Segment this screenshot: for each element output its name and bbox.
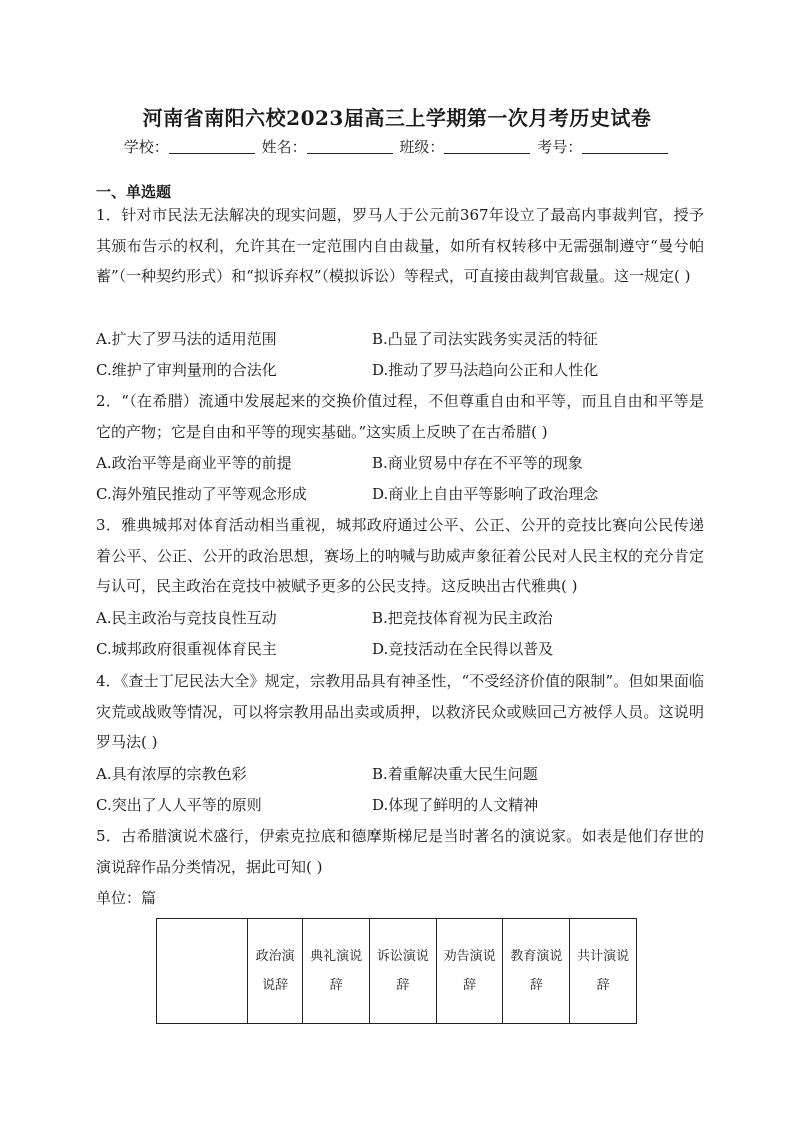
q2-option-a: A.政治平等是商业平等的前提 <box>96 454 292 472</box>
q1-option-a: A.扩大了罗马法的适用范围 <box>96 330 277 348</box>
student-info-line <box>0 136 794 157</box>
section-title: 一、单选题 <box>96 183 172 201</box>
question-2-stem: 2．“（在希腊）流通中发展起来的交换价值过程，不但尊重自由和平等，而且自由和平等是它的产物；它是自由和平等的现实基础。”这实质上反映了在古希腊( ) <box>96 392 704 441</box>
table-unit-label: 单位：篇 <box>96 889 157 907</box>
table-header-ceremonial: 典礼演说辞 <box>303 919 370 1024</box>
question-1-stem: 1．针对市民法无法解决的现实问题，罗马人于公元前367年设立了最高内事裁判官，授予其颁布告示的权利，允许其在一定范围内自由裁量，如所有权转移中无需强制遵守“曼兮帕蓄”（一种契约形式）和“拟诉弃权”（模拟诉讼）等程式，可直接由裁判官裁量。这一规定( ) <box>96 206 704 285</box>
q4-option-b: B.着重解决重大民生问题 <box>372 765 538 783</box>
q2-option-c: C.海外殖民推动了平等观念形成 <box>96 484 307 503</box>
school-label: 学校： <box>123 138 169 156</box>
question-2-options <box>96 448 704 509</box>
q3-option-c: C.城邦政府很重视体育民主 <box>96 639 277 658</box>
table-header-row <box>157 919 637 1024</box>
class-label: 班级： <box>399 138 445 156</box>
q3-option-d: D.竞技活动在全民得以普及 <box>372 639 554 658</box>
q3-option-b: B.把竞技体育视为民主政治 <box>372 609 553 627</box>
question-4-options <box>96 759 704 820</box>
q3-option-a: A.民主政治与竞技良性互动 <box>96 609 277 627</box>
q1-option-d: D.推动了罗马法趋向公正和人性化 <box>372 360 599 379</box>
exam-number-label: 考号： <box>537 138 583 156</box>
name-label: 姓名： <box>261 138 307 156</box>
table-header-total: 共计演说辞 <box>570 919 637 1024</box>
class-blank <box>444 153 530 154</box>
q1-option-b: B.凸显了司法实践务实灵活的特征 <box>372 330 598 348</box>
name-blank <box>307 153 393 154</box>
table-header-political: 政治演说辞 <box>248 919 303 1024</box>
table-header-advisory: 劝告演说辞 <box>436 919 503 1024</box>
table-header-blank <box>157 919 248 1024</box>
table-header-educational: 教育演说辞 <box>503 919 570 1024</box>
exam-number-blank <box>582 153 668 154</box>
q2-option-d: D.商业上自由平等影响了政治理念 <box>372 484 599 503</box>
q4-option-c: C.突出了人人平等的原则 <box>96 795 262 814</box>
q4-option-d: D.体现了鲜明的人文精神 <box>372 795 539 814</box>
question-1-options <box>96 324 704 385</box>
question-4-stem: 4．《查士丁尼民法大全》规定，宗教用品具有神圣性，“不受经济价值的限制”。但如果面临灾荒或战败等情况，可以将宗教用品出卖或质押，以救济民众或赎回己方被俘人员。这说明罗马法( ) <box>96 672 704 751</box>
table-header-litigation: 诉讼演说辞 <box>369 919 436 1024</box>
question-5-stem: 5．古希腊演说术盛行，伊索克拉底和德摩斯梯尼是当时著名的演说家。如表是他们存世的演说辞作品分类情况，据此可知( ) <box>96 827 704 876</box>
question-3-options <box>96 603 704 664</box>
q1-option-c: C.维护了审判量刑的合法化 <box>96 360 277 379</box>
q2-option-b: B.商业贸易中存在不平等的现象 <box>372 454 583 472</box>
speech-category-table <box>156 918 637 1024</box>
school-blank <box>169 153 255 154</box>
exam-title: 河南省南阳六校2023届高三上学期第一次月考历史试卷 <box>142 106 652 130</box>
question-3-stem: 3．雅典城邦对体育活动相当重视，城邦政府通过公平、公正、公开的竞技比赛向公民传递着公平、公正、公开的政治思想，赛场上的呐喊与助威声象征着公民对人民主权的充分肯定与认可，民主政治在竞技中被赋予更多的公民支持。这反映出古代雅典( ) <box>96 516 704 595</box>
q4-option-a: A.具有浓厚的宗教色彩 <box>96 765 247 783</box>
